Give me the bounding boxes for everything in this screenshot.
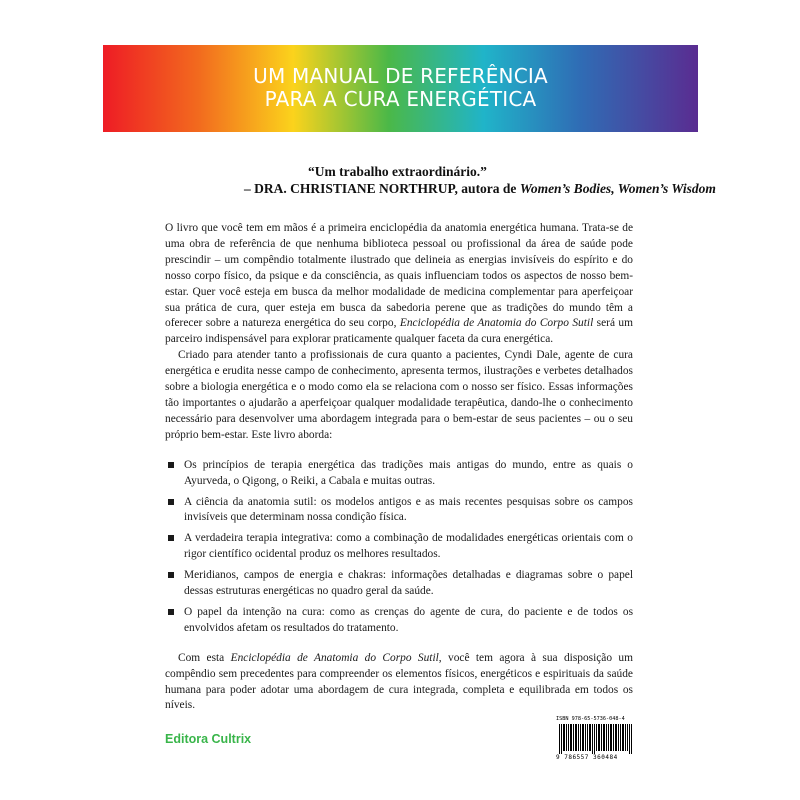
topic-text: Meridianos, campos de energia e chakras: informações detalhadas e diagramas sobre o papel dessas estruturas energéticas no quadro geral da saúde. [184,569,633,598]
topic-text: O papel da intenção na cura: como as crenças do agente de cura, do paciente e de todos os envolvidos afetam os resultados do tratamento. [184,605,633,634]
endorsement-attribution [244,180,800,198]
endorsement-quote: “Um trabalho extraordinário.” [308,164,487,179]
banner-title [103,65,698,111]
blurb-text [165,221,633,714]
rainbow-banner [103,45,698,132]
topic-text: Os princípios de terapia energética das tradições mais antigas do mundo, entre as quais o Ayurveda, o Qigong, o Reiki, a Cabala e muitas outras. [184,458,633,487]
topic-text: A ciência da anatomia sutil: os modelos antigos e as mais recentes pesquisas sobre os campos invisíveis que determinam nossa condição física. [184,495,633,524]
paragraph-1 [165,221,633,348]
p1-book-title: Enciclopédia de Anatomia do Corpo Sutil [399,317,594,330]
attribution-book: Women’s Bodies, Women’s Wisdom [519,181,716,196]
p3-text-a: Com esta [178,651,225,664]
list-item [184,531,633,563]
list-item [184,605,633,637]
bullet-square-icon [168,572,174,578]
p1-text-a: O livro que você tem em mãos é a primeira enciclopédia da anatomia energética humana. Trata-se de uma obra de referência de que nenhuma biblioteca pessoal ou profissional da área de saúde pode prescindir – um compêndio totalmente ilustrado que delineia as energias invisíveis do espírito e do nosso corpo físico, da psique e da consciência, as quais influenciam todos os aspectos de nosso bem-estar. Quer você esteja em busca da melhor modalidade de medicina complementar para aperfeiçoar sua prática de cura, quer esteja em busca da sabedoria perene que as tradições do mundo têm a oferecer sobre a natureza energética do seu corpo, [165,222,633,330]
attribution-prefix: – DRA. CHRISTIANE NORTHRUP, autora de [244,181,517,196]
banner-line-1: UM MANUAL DE REFERÊNCIA [253,64,548,88]
list-item [184,568,633,600]
barcode-digits: 9 786557 360484 [556,754,618,761]
bullet-square-icon [168,499,174,505]
isbn-barcode [556,716,634,764]
publisher-logo: Editora Cultrix [165,732,252,746]
topics-list [165,458,633,637]
paragraph-3 [165,651,633,715]
banner-line-2: PARA A CURA ENERGÉTICA [264,87,537,111]
paragraph-2: Criado para atender tanto a profissionais de cura quanto a pacientes, Cyndi Dale, agente de cura energética e erudita nesse campo de conhecimento, apresenta termos, ilustrações e verbetes detalhados sobre a biologia energética e o modo como ela se relaciona com o nosso ser físico. Essas informações tão importantes o ajudarão a aperfeiçoar qualquer modalidade terapêutica, dando-lhe o conhecimento necessário para desenvolver uma abordagem integrada para o bem-estar de seus pacientes – ou o seu próprio bem-estar. Este livro aborda: [165,349,633,441]
bullet-square-icon [168,462,174,468]
isbn-label: ISBN 978-65-5736-048-4 [556,716,625,722]
p3-text-b: , você tem agora à sua disposição um compêndio sem precedentes para compreender os elementos físicos, energéticos e espirituais da saúde humana para poder adotar uma abordagem de cura integrada, completa e equilibrada em todos os níveis. [165,651,633,712]
topic-text: A verdadeira terapia integrativa: como a combinação de modalidades energéticas orientais com o rigor científico ocidental produz os melhores resultados. [184,532,633,561]
bullet-square-icon [168,535,174,541]
p1-text-b: será um parceiro indispensável para explorar praticamente qualquer faceta da cura energética. [165,317,633,346]
list-item [184,495,633,527]
bullet-square-icon [168,609,174,615]
p3-book-title: Enciclopédia de Anatomia do Corpo Sutil [230,651,439,664]
list-item [184,458,633,490]
barcode-icon [559,724,633,754]
